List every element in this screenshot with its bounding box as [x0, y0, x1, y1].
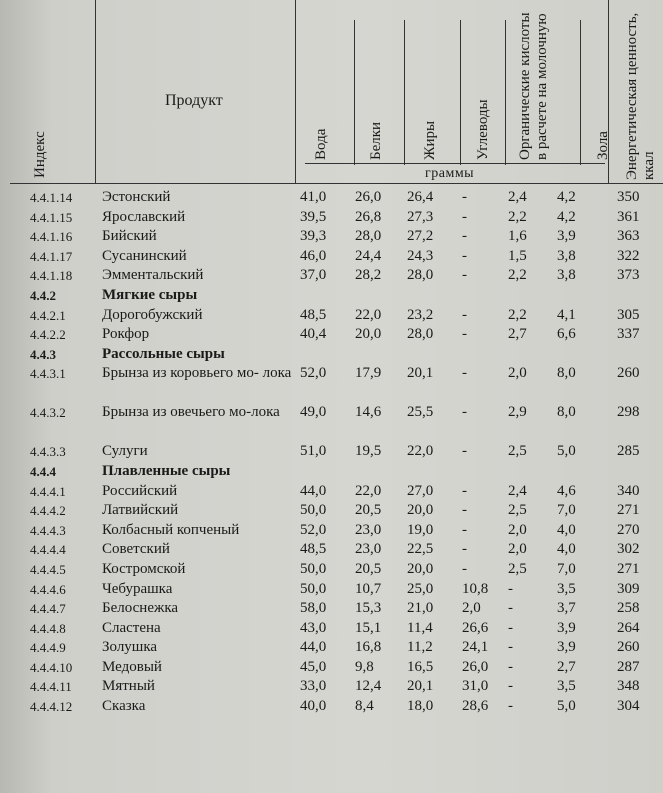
product-name: Рокфор	[102, 326, 150, 343]
cell-protein: 23,0	[355, 541, 382, 558]
cell-protein: 20,5	[355, 560, 382, 577]
cell-protein: 22,0	[355, 482, 382, 499]
header-fat: Жиры	[422, 120, 438, 160]
row-index: 4.4.4.3	[30, 522, 66, 538]
cell-ash: 3,7	[557, 600, 576, 617]
table-row	[0, 697, 663, 717]
cell-energy: 271	[617, 560, 640, 577]
product-name: Рассольные сыры	[102, 345, 225, 362]
cell-water: 46,0	[300, 247, 327, 264]
row-index: 4.4.2	[30, 287, 56, 303]
cell-acids: -	[508, 678, 513, 695]
product-name: Чебурашка	[102, 580, 173, 597]
product-name: Ярославский	[102, 208, 186, 225]
cell-water: 33,0	[300, 678, 327, 695]
cell-protein: 16,8	[355, 639, 382, 656]
cell-fat: 28,0	[407, 326, 434, 343]
cell-energy: 363	[617, 228, 640, 245]
cell-acids: 1,5	[508, 247, 527, 264]
cell-carbs: -	[462, 521, 467, 538]
header-water: Вода	[313, 128, 329, 160]
table-header	[10, 0, 663, 184]
product-name: Сластена	[102, 619, 161, 636]
header-organic-acids: Органические кислоты в расчете на молочную	[517, 12, 550, 160]
product-name: Плавленные сыры	[102, 462, 231, 479]
cell-carbs: 31,0	[462, 678, 489, 695]
cell-carbs: -	[462, 443, 467, 460]
grams-divider	[305, 163, 605, 164]
column-divider	[354, 20, 355, 165]
product-name: Костромской	[102, 560, 186, 577]
product-name: Брынза из коровьего мо- лока	[102, 365, 292, 382]
cell-fat: 26,4	[407, 189, 434, 205]
cell-ash: 2,7	[557, 658, 576, 675]
table-row	[0, 580, 663, 600]
table-row	[0, 208, 663, 228]
cell-ash: 3,9	[557, 639, 576, 656]
row-index: 4.4.4	[30, 463, 56, 479]
column-divider	[404, 20, 405, 165]
cell-carbs: 24,1	[462, 639, 489, 656]
cell-fat: 20,1	[407, 365, 434, 382]
header-ash: Зола	[595, 131, 611, 160]
cell-acids: -	[508, 619, 513, 636]
product-name: Белоснежка	[102, 600, 179, 617]
row-index: 4.4.4.2	[30, 503, 66, 519]
cell-fat: 24,3	[407, 247, 434, 264]
cell-fat: 21,0	[407, 600, 434, 617]
cell-carbs: -	[462, 306, 467, 323]
cell-carbs: 2,0	[462, 600, 481, 617]
cell-acids: -	[508, 698, 513, 715]
cell-carbs: 26,0	[462, 658, 489, 675]
cell-protein: 23,0	[355, 521, 382, 538]
cell-carbs: -	[462, 247, 467, 264]
table-row	[0, 227, 663, 247]
cell-protein: 8,4	[355, 698, 374, 715]
cell-protein: 14,6	[355, 404, 382, 421]
cell-ash: 7,0	[557, 560, 576, 577]
product-name: Медовый	[102, 658, 162, 675]
product-name: Эмментальский	[102, 267, 204, 284]
cell-fat: 27,3	[407, 208, 434, 225]
header-product: Продукт	[165, 92, 223, 109]
cell-acids: 2,5	[508, 560, 527, 577]
cell-ash: 3,9	[557, 619, 576, 636]
cell-acids: -	[508, 600, 513, 617]
cell-carbs: -	[462, 267, 467, 284]
cell-protein: 22,0	[355, 306, 382, 323]
cell-water: 49,0	[300, 404, 327, 421]
header-protein: Белки	[368, 121, 384, 160]
cell-acids: -	[508, 580, 513, 597]
table-row	[0, 325, 663, 345]
cell-water: 40,0	[300, 698, 327, 715]
cell-protein: 24,4	[355, 247, 382, 264]
cell-water: 50,0	[300, 502, 327, 519]
cell-fat: 27,2	[407, 228, 434, 245]
row-index: 4.4.4.4	[30, 542, 66, 558]
product-name: Мятный	[102, 678, 155, 695]
product-name: Колбасный копченый	[102, 521, 240, 538]
cell-acids: 2,2	[508, 208, 527, 225]
cell-energy: 304	[617, 698, 640, 715]
cell-acids: 2,2	[508, 306, 527, 323]
header-grams: граммы	[425, 166, 475, 181]
cell-carbs: -	[462, 228, 467, 245]
cell-protein: 17,9	[355, 365, 382, 382]
cell-ash: 4,2	[557, 208, 576, 225]
table-row	[0, 188, 663, 208]
row-index: 4.4.1.14	[30, 190, 73, 205]
table-body	[0, 188, 663, 717]
cell-water: 51,0	[300, 443, 327, 460]
cell-protein: 10,7	[355, 580, 382, 597]
cell-energy: 340	[617, 482, 640, 499]
table-row	[0, 540, 663, 560]
cell-energy: 337	[617, 326, 640, 343]
cell-carbs: -	[462, 189, 467, 205]
cell-protein: 26,8	[355, 208, 382, 225]
row-index: 4.4.4.11	[30, 679, 72, 695]
cell-carbs: -	[462, 502, 467, 519]
cell-energy: 287	[617, 658, 640, 675]
table-row	[0, 599, 663, 619]
product-name: Сусанинский	[102, 247, 187, 264]
row-index: 4.4.4.8	[30, 620, 66, 636]
table-row	[0, 403, 663, 442]
product-name: Бийский	[102, 228, 157, 245]
cell-acids: 2,4	[508, 189, 527, 205]
cell-energy: 258	[617, 600, 640, 617]
section-row	[0, 286, 663, 306]
product-name: Мягкие сыры	[102, 286, 198, 303]
cell-energy: 350	[617, 189, 640, 205]
table-row	[0, 442, 663, 462]
cell-energy: 260	[617, 639, 640, 656]
cell-fat: 27,0	[407, 482, 434, 499]
cell-acids: 2,0	[508, 521, 527, 538]
cell-carbs: 26,6	[462, 619, 489, 636]
cell-acids: -	[508, 658, 513, 675]
header-index: Индекс	[32, 131, 48, 178]
cell-acids: 2,7	[508, 326, 527, 343]
cell-fat: 28,0	[407, 267, 434, 284]
product-name: Сказка	[102, 698, 146, 715]
column-divider	[505, 20, 506, 165]
cell-fat: 11,4	[407, 619, 433, 636]
cell-fat: 22,0	[407, 443, 434, 460]
cell-energy: 348	[617, 678, 640, 695]
cell-water: 39,3	[300, 228, 327, 245]
cell-ash: 8,0	[557, 365, 576, 382]
table-row	[0, 266, 663, 286]
cell-ash: 6,6	[557, 326, 576, 343]
product-name: Золушка	[102, 639, 158, 656]
table-row	[0, 658, 663, 678]
cell-water: 37,0	[300, 267, 327, 284]
table-row	[0, 306, 663, 326]
row-index: 4.4.3	[30, 346, 56, 362]
row-index: 4.4.2.2	[30, 327, 66, 343]
cell-fat: 25,5	[407, 404, 434, 421]
cell-ash: 8,0	[557, 404, 576, 421]
row-index: 4.4.4.7	[30, 601, 66, 617]
header-energy: Энергетическая ценность, ккал	[624, 12, 657, 180]
cell-carbs: -	[462, 326, 467, 343]
cell-fat: 20,0	[407, 560, 434, 577]
cell-water: 50,0	[300, 560, 327, 577]
cell-ash: 3,5	[557, 678, 576, 695]
cell-acids: 2,5	[508, 443, 527, 460]
row-index: 4.4.3.1	[30, 366, 66, 382]
cell-energy: 264	[617, 619, 640, 636]
row-index: 4.4.4.1	[30, 483, 66, 499]
cell-acids: 2,0	[508, 365, 527, 382]
cell-protein: 28,0	[355, 228, 382, 245]
table-row	[0, 521, 663, 541]
column-divider	[95, 0, 96, 183]
product-name: Сулуги	[102, 443, 148, 460]
cell-ash: 3,9	[557, 228, 576, 245]
cell-fat: 20,0	[407, 502, 434, 519]
cell-water: 41,0	[300, 189, 327, 205]
cell-water: 40,4	[300, 326, 327, 343]
product-name: Эстонский	[102, 189, 171, 205]
cell-water: 52,0	[300, 365, 327, 382]
cell-carbs: -	[462, 365, 467, 382]
cell-protein: 9,8	[355, 658, 374, 675]
table-row	[0, 247, 663, 267]
product-name: Латвийский	[102, 502, 179, 519]
cell-ash: 3,8	[557, 267, 576, 284]
cell-ash: 3,8	[557, 247, 576, 264]
cell-fat: 11,2	[407, 639, 433, 656]
row-index: 4.4.4.10	[30, 659, 73, 675]
cell-ash: 5,0	[557, 698, 576, 715]
table-row	[0, 638, 663, 658]
cell-fat: 19,0	[407, 521, 434, 538]
table-row	[0, 501, 663, 521]
cell-acids: 2,2	[508, 267, 527, 284]
row-index: 4.4.4.6	[30, 581, 66, 597]
cell-fat: 16,5	[407, 658, 434, 675]
cell-carbs: -	[462, 541, 467, 558]
cell-fat: 20,1	[407, 678, 434, 695]
cell-protein: 20,0	[355, 326, 382, 343]
table-row	[0, 482, 663, 502]
cell-protein: 26,0	[355, 189, 382, 205]
cell-protein: 15,1	[355, 619, 382, 636]
cell-energy: 270	[617, 521, 640, 538]
cell-energy: 271	[617, 502, 640, 519]
cell-protein: 12,4	[355, 678, 382, 695]
cell-energy: 285	[617, 443, 640, 460]
cell-water: 45,0	[300, 658, 327, 675]
cell-energy: 309	[617, 580, 640, 597]
cell-ash: 4,0	[557, 521, 576, 538]
cell-water: 48,5	[300, 306, 327, 323]
product-name: Российский	[102, 482, 178, 499]
cell-ash: 7,0	[557, 502, 576, 519]
row-index: 4.4.1.16	[30, 229, 73, 245]
cell-acids: 2,4	[508, 482, 527, 499]
cell-fat: 25,0	[407, 580, 434, 597]
row-index: 4.4.1.17	[30, 248, 73, 264]
cell-energy: 260	[617, 365, 640, 382]
cell-carbs: -	[462, 208, 467, 225]
row-index: 4.4.4.12	[30, 699, 73, 715]
row-index: 4.4.1.15	[30, 209, 73, 225]
cell-water: 43,0	[300, 619, 327, 636]
header-carbs: Углеводы	[475, 99, 491, 160]
cell-acids: 2,0	[508, 541, 527, 558]
cell-ash: 4,6	[557, 482, 576, 499]
cell-fat: 23,2	[407, 306, 434, 323]
row-index: 4.4.2.1	[30, 307, 66, 323]
cell-energy: 305	[617, 306, 640, 323]
table-row	[0, 560, 663, 580]
column-divider	[580, 20, 581, 165]
cell-carbs: -	[462, 482, 467, 499]
product-name: Дорогобужский	[102, 306, 203, 323]
cell-protein: 28,2	[355, 267, 382, 284]
cell-protein: 15,3	[355, 600, 382, 617]
cell-water: 50,0	[300, 580, 327, 597]
product-name: Советский	[102, 541, 170, 558]
cell-ash: 4,0	[557, 541, 576, 558]
row-index: 4.4.4.5	[30, 561, 66, 577]
cell-fat: 22,5	[407, 541, 434, 558]
table-row	[0, 619, 663, 639]
cell-carbs: -	[462, 560, 467, 577]
cell-acids: 2,9	[508, 404, 527, 421]
cell-energy: 302	[617, 541, 640, 558]
cell-water: 39,5	[300, 208, 327, 225]
cell-energy: 298	[617, 404, 640, 421]
row-index: 4.4.1.18	[30, 268, 73, 284]
cell-water: 52,0	[300, 521, 327, 538]
column-divider	[295, 0, 296, 183]
cell-acids: -	[508, 639, 513, 656]
cell-ash: 5,0	[557, 443, 576, 460]
section-row	[0, 345, 663, 365]
cell-carbs: 28,6	[462, 698, 489, 715]
cell-fat: 18,0	[407, 698, 434, 715]
row-index: 4.4.3.2	[30, 405, 66, 421]
cell-water: 44,0	[300, 482, 327, 499]
cell-carbs: -	[462, 404, 467, 421]
cell-energy: 373	[617, 267, 640, 284]
row-index: 4.4.3.3	[30, 444, 66, 460]
cell-ash: 4,2	[557, 189, 576, 205]
cell-acids: 1,6	[508, 228, 527, 245]
cell-energy: 322	[617, 247, 640, 264]
table-row	[0, 677, 663, 697]
cell-ash: 4,1	[557, 306, 576, 323]
column-divider	[460, 20, 461, 165]
cell-acids: 2,5	[508, 502, 527, 519]
cell-water: 58,0	[300, 600, 327, 617]
cell-carbs: 10,8	[462, 580, 489, 597]
cell-water: 48,5	[300, 541, 327, 558]
row-index: 4.4.4.9	[30, 640, 66, 656]
cell-water: 44,0	[300, 639, 327, 656]
table-row	[0, 364, 663, 403]
cell-energy: 361	[617, 208, 640, 225]
cell-protein: 20,5	[355, 502, 382, 519]
cell-ash: 3,5	[557, 580, 576, 597]
product-name: Брынза из овечьего мо-лока	[102, 404, 280, 421]
section-row	[0, 462, 663, 482]
cell-protein: 19,5	[355, 443, 382, 460]
